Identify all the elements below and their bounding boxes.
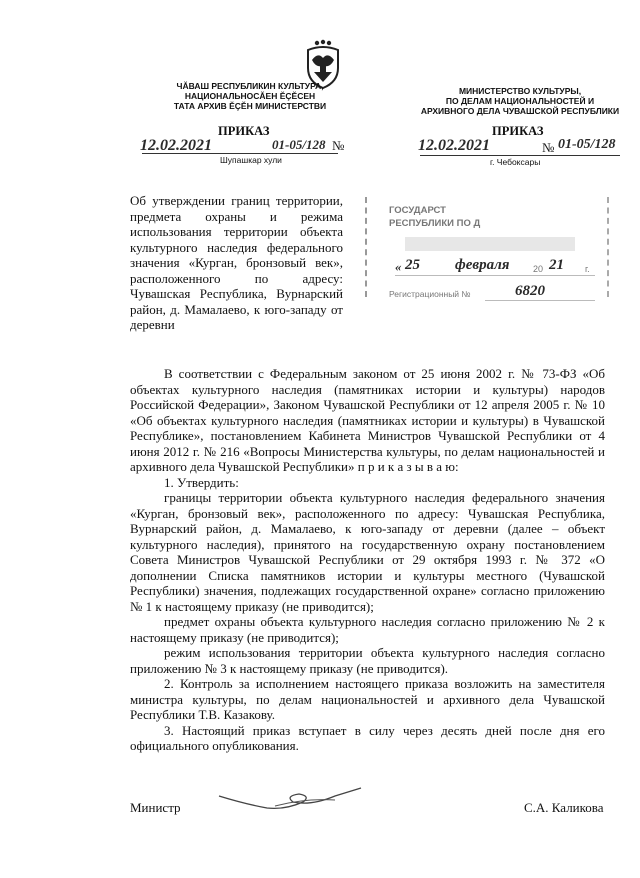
right-org-name (420, 86, 620, 116)
stamp-reg-underline (485, 300, 595, 301)
item-1-usage-regime: режим использования территории объекта культурного наследия согласно приложению № 3 к настоящему приказу (не приводится). (130, 645, 605, 676)
left-city: Шупашкар хули (220, 155, 282, 165)
left-number-sign: № (332, 138, 345, 153)
left-org-name (140, 81, 360, 111)
right-org-line: АРХИВНОГО ДЕЛА ЧУВАШСКОЙ РЕСПУБЛИКИ (420, 106, 620, 116)
stamp-year-prefix: 20 (533, 264, 544, 274)
left-org-line: ТАТА АРХИВ ĔÇĔН МИНИСТЕРСТВИ (173, 101, 327, 111)
stamp-quote: « (395, 259, 402, 274)
stamp-line1: ГОСУДАРСТ (389, 205, 446, 216)
right-order-number: 01-05/128 (558, 137, 616, 152)
order-body (130, 366, 605, 754)
left-order-date: 12.02.2021 (140, 137, 212, 154)
item-1-heading: 1. Утвердить: (164, 474, 239, 490)
stamp-date-underline (395, 275, 595, 276)
left-order-number: 01-05/128 (272, 137, 326, 152)
stamp-line2: РЕСПУБЛИКИ ПО Д (389, 218, 481, 229)
item-2-control: 2. Контроль за исполнением настоящего приказа возложить на заместителя министра культуры, по делам национальностей и архивного дела Чувашской Республики Т.В. Казакову. (130, 676, 605, 722)
right-org-line: ПО ДЕЛАМ НАЦИОНАЛЬНОСТЕЙ И (445, 96, 595, 106)
stamp-left-border (365, 197, 367, 297)
stamp-month: февраля (455, 257, 510, 273)
left-order-title: ПРИКАЗ (218, 124, 270, 138)
stamp-right-border (607, 197, 609, 297)
stamp-year-suffix: г. (585, 264, 590, 274)
document-title: Об утверждении границ территории, предмета охраны и режима использования территории объекта культурного наследия федерального значения «Курган, бронзовый век», расположенного по адресу: Чувашская Республика, Вурнарский район, д. Мамалаево, к юго-западу от деревни (130, 193, 343, 332)
signer-name: С.А. Каликова (524, 800, 604, 815)
right-order-date: 12.02.2021 (418, 137, 490, 154)
stamp-day: 25 (405, 257, 420, 273)
item-1-protection-subject: предмет охраны объекта культурного наследия согласно приложению № 2 к настоящему приказу (не приводится); (130, 614, 605, 645)
signer-position: Министр (130, 800, 181, 815)
stamp-faded-band (405, 237, 575, 251)
right-number-sign: № (542, 140, 555, 155)
left-underline (142, 153, 338, 154)
right-org-line: МИНИСТЕРСТВО КУЛЬТУРЫ, (458, 86, 582, 96)
left-org-line: ЧĂВАШ РЕСПУБЛИКИН КУЛЬТУРА, (176, 81, 324, 91)
stamp-year: 21 (549, 257, 564, 273)
right-city: г. Чебоксары (490, 157, 541, 167)
preamble-paragraph: В соответствии с Федеральным законом от 25 июня 2002 г. № 73-ФЗ «Об объектах культурного наследия (памятниках истории и культуры) народов Российской Федерации», Законом Чувашской Республики от 12 апреля 2005 г. № 10 «Об объектах культурного наследия (памятниках истории и культуры) в Чувашской Республике», постановлением Кабинета Министров Чувашской Республики от 4 июня 2012 г. № 216 «Вопросы Министерства культуры, по делам национальностей и архивного дела Чувашской Республики» п р и к а з ы в а ю: (130, 366, 605, 474)
item-1-territory-boundaries: границы территории объекта культурного наследия федерального значения «Курган, бронзовый век», расположенного по адресу: Чувашская Республика, Вурнарский район, д. Мамалаево, к юго-западу от деревни (далее – объект культурного наследия), принятого на государственную охрану постановлением Совета Министров Чувашской Республики от 29 октября 1993 г. № 372 «О дополнении Списка памятников истории и культуры местного (Чувашской Республики) значения, подлежащих государственной охране» согласно приложению № 1 к настоящему приказу (не приводится); (130, 490, 605, 614)
stamp-reg-number: 6820 (515, 283, 545, 299)
registration-stamp (365, 197, 610, 305)
right-underline (420, 155, 620, 156)
stamp-reg-label: Регистрационный № (389, 289, 471, 299)
left-org-line: НАЦИОНАЛЬНОСĂЕН ĔÇĔСЕН (184, 91, 316, 101)
handwritten-signature (215, 778, 365, 818)
right-order-title: ПРИКАЗ (492, 124, 544, 138)
item-3-effective-date: 3. Настоящий приказ вступает в силу через десять дней после дня его официального опубликования. (130, 722, 605, 753)
